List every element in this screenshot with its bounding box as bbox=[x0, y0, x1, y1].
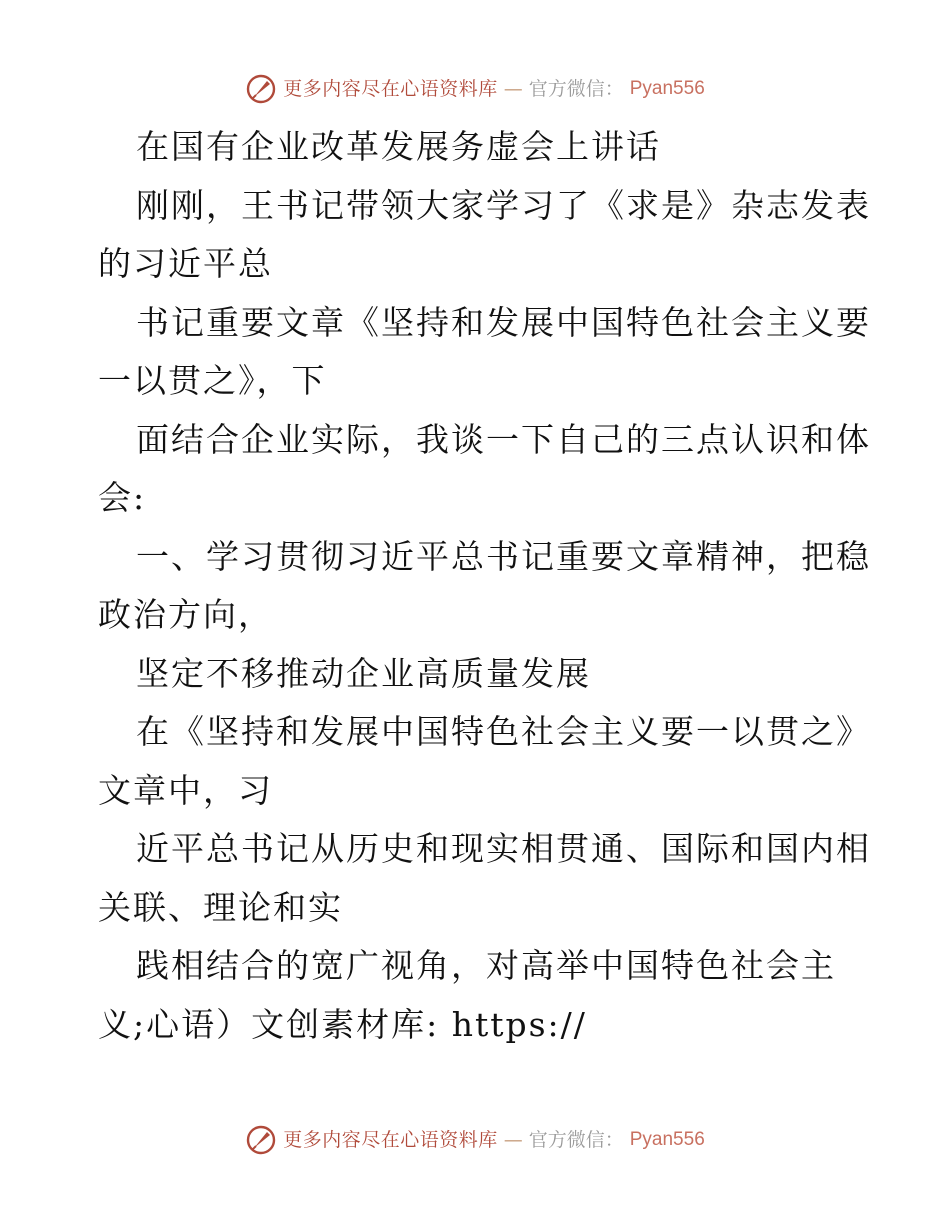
text-line: 面结合企业实际，我谈一下自己的三点认识和体 bbox=[136, 419, 871, 459]
text-line: 刚刚，王书记带领大家学习了《求是》杂志发表 bbox=[136, 185, 871, 225]
text-line: 践相结合的宽广视角，对高举中国特色社会主 bbox=[136, 946, 836, 985]
banner-wechat-account: Pyan556 bbox=[629, 78, 705, 99]
quill-logo-icon bbox=[245, 1124, 277, 1156]
text-line: 在国有企业改革发展务虚会上讲话 bbox=[136, 127, 661, 166]
text-line: 一以贯之》，下 bbox=[98, 361, 327, 400]
text-line: 一、学习贯彻习近平总书记重要文章精神，把稳 bbox=[136, 536, 871, 576]
banner-slogan: 更多内容尽在心语资料库 bbox=[283, 1129, 498, 1151]
banner-wechat-label: 官方微信： bbox=[528, 1129, 624, 1151]
banner-wechat-account: Pyan556 bbox=[629, 1129, 705, 1150]
text-line: 义;心语）文创素材库: https:// bbox=[98, 1004, 587, 1044]
text-line: 在《坚持和发展中国特色社会主义要一以贯之》 bbox=[136, 712, 871, 751]
quill-logo-icon bbox=[245, 73, 277, 105]
banner-dash: — bbox=[503, 78, 523, 100]
text-line: 近平总书记从历史和现实相贯通、国际和国内相 bbox=[136, 829, 871, 868]
text-line: 会: bbox=[98, 478, 147, 517]
footer-banner[interactable] bbox=[0, 1124, 950, 1156]
text-line: 书记重要文章《坚持和发展中国特色社会主义要 bbox=[136, 302, 871, 342]
document-body bbox=[98, 118, 871, 1054]
banner-dash: — bbox=[503, 1129, 523, 1151]
text-line: 关联、理论和实 bbox=[98, 887, 343, 927]
banner-slogan: 更多内容尽在心语资料库 bbox=[283, 78, 498, 100]
header-banner[interactable] bbox=[0, 73, 950, 105]
text-line: 的习近平总 bbox=[98, 244, 273, 283]
banner-wechat-label: 官方微信： bbox=[528, 78, 624, 100]
text-line: 文章中，习 bbox=[98, 770, 273, 810]
text-line: 政治方向， bbox=[98, 595, 273, 634]
text-line: 坚定不移推动企业高质量发展 bbox=[136, 653, 591, 693]
